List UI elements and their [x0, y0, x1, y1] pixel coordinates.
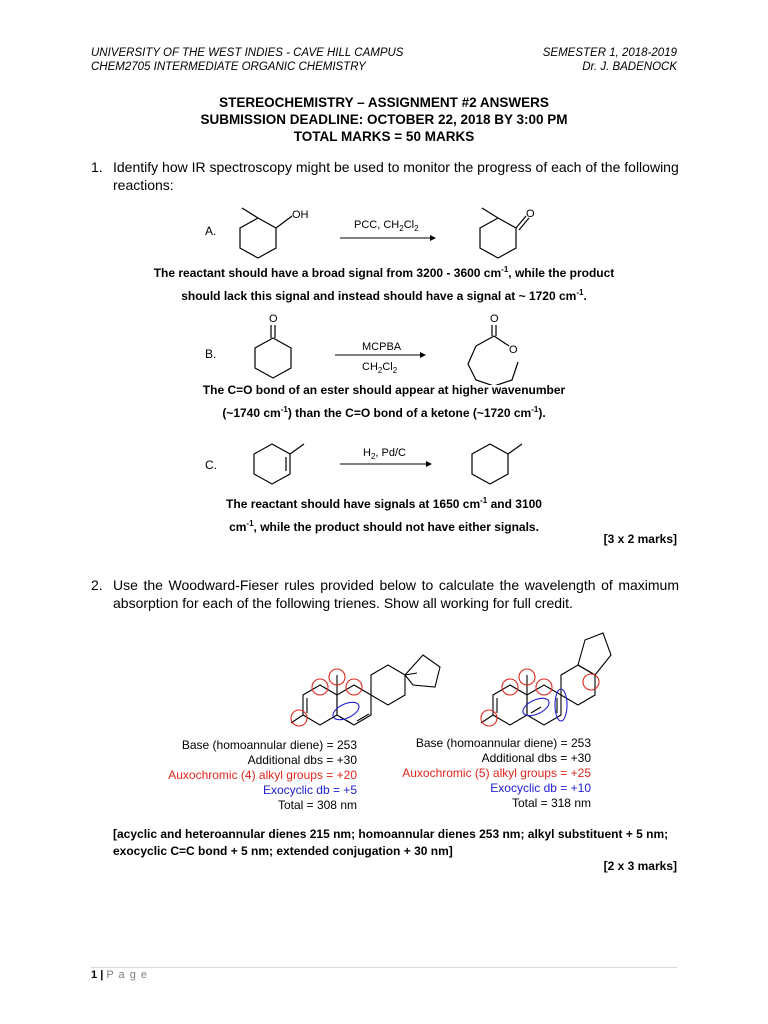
page-number: 1 [91, 969, 98, 981]
methylcyclohexane-structure [472, 444, 522, 484]
right-base: Base (homoannular diene) = 253 [415, 736, 591, 750]
part-c-label: C. [205, 458, 217, 472]
right-total: Total = 318 nm [511, 796, 591, 810]
right-auxochromic-circles [481, 669, 599, 726]
reagent-c: $H_2$, Pd/C [363, 447, 406, 461]
reaction-b-scheme [250, 310, 540, 385]
part-b-label: B. [205, 347, 217, 361]
answer-c: The reactant should have signals at 1650 $cm^{-1}$ and 3100 $cm^{-1}$, while the product should not have either signals. [226, 496, 542, 534]
cyclohexanone-b-structure [255, 325, 291, 378]
oh-label: OH [292, 209, 309, 221]
title-line-1: STEREOCHEMISTRY – ASSIGNMENT #2 ANSWERS [219, 95, 549, 110]
reagent-a: PCC, $CH_2Cl_2$ [354, 219, 419, 233]
woodward-fieser-rules: [acyclic and heteroannular dienes 215 nm; homoannular dienes 253 nm; alkyl substituent + 5 nm; exocyclic C=C bond + 5 nm; extended conjugation + 30 nm] [113, 827, 669, 858]
right-exocyclic: Exocyclic db = +10 [490, 781, 591, 795]
product-a-oxygen: O [526, 208, 535, 220]
q2-marks: [2 x 3 marks] [603, 859, 677, 873]
right-calculation [355, 736, 591, 811]
left-exocyclic: Exocyclic db = +5 [262, 783, 357, 797]
university-name: UNIVERSITY OF THE WEST INDIES - CAVE HILL CAMPUS [91, 47, 404, 59]
product-b-carbonyl: O [490, 313, 499, 325]
reagent-b-top: MCPBA [362, 341, 402, 353]
cyclohexanol-structure [240, 208, 292, 258]
page-title [0, 94, 768, 145]
page-word: P a g e [106, 969, 148, 981]
q1-text: Identify how IR spectroscopy might be used to monitor the progress of each of the following reactions: [113, 159, 679, 193]
triene-structures [285, 615, 615, 740]
reaction-arrow-c [340, 461, 432, 467]
reaction-arrow-a [340, 235, 436, 241]
reaction-a-scheme [230, 200, 550, 265]
reagent-b-bottom: $CH_2Cl_2$ [362, 361, 398, 375]
right-additional: Additional dbs = +30 [481, 751, 591, 765]
semester: SEMESTER 1, 2018-2019 [542, 47, 677, 59]
q1-number: 1. [91, 159, 103, 175]
left-auxochromic: Auxochromic (4) alkyl groups = +20 [168, 768, 357, 782]
reaction-c-scheme [248, 438, 538, 488]
footer-divider [91, 967, 677, 968]
left-exocyclic-ellipse [330, 699, 361, 724]
answer-b: The C=O bond of an ester should appear at higher wavenumber (~1740 $cm^{-1}$) than the C=O bond of a ketone (~1720 $cm^{-1}$). [202, 383, 566, 420]
footer-separator: | [100, 969, 104, 981]
left-base: Base (homoannular diene) = 253 [181, 738, 357, 752]
title-line-2: SUBMISSION DEADLINE: OCTOBER 22, 2018 BY 3:00 PM [200, 112, 568, 127]
cyclohexanone-structure [480, 208, 529, 258]
reactant-b-oxygen: O [269, 313, 278, 325]
left-auxochromic-circles [291, 669, 362, 726]
header-right [543, 46, 677, 74]
part-a-label: A. [205, 224, 217, 238]
left-total: Total = 308 nm [277, 798, 357, 812]
left-calculation [120, 738, 357, 813]
q2-number: 2. [91, 577, 103, 593]
instructor: Dr. J. BADENOCK [582, 61, 677, 73]
q2-text: Use the Woodward-Fieser rules provided below to calculate the wavelength of maximum absorption for each of the following trienes. Show all working for full credit. [113, 577, 679, 611]
methylcyclohexene-structure [254, 444, 304, 484]
page-footer [91, 969, 148, 981]
q1-marks: [3 x 2 marks] [603, 532, 677, 546]
course-name: CHEM2705 INTERMEDIATE ORGANIC CHEMISTRY [91, 61, 366, 73]
left-additional: Additional dbs = +30 [247, 753, 357, 767]
triene-left [291, 655, 440, 725]
title-line-3: TOTAL MARKS = 50 MARKS [293, 129, 475, 144]
header-left [91, 46, 403, 74]
product-b-ring-oxygen: O [509, 344, 518, 356]
right-auxochromic: Auxochromic (5) alkyl groups = +25 [402, 766, 591, 780]
answer-a: The reactant should have a broad signal from 3200 - 3600 $cm^{-1}$, while the product should lack this signal and instead should have a signal at ~ 1720 $cm^{-1}$. [153, 265, 615, 303]
